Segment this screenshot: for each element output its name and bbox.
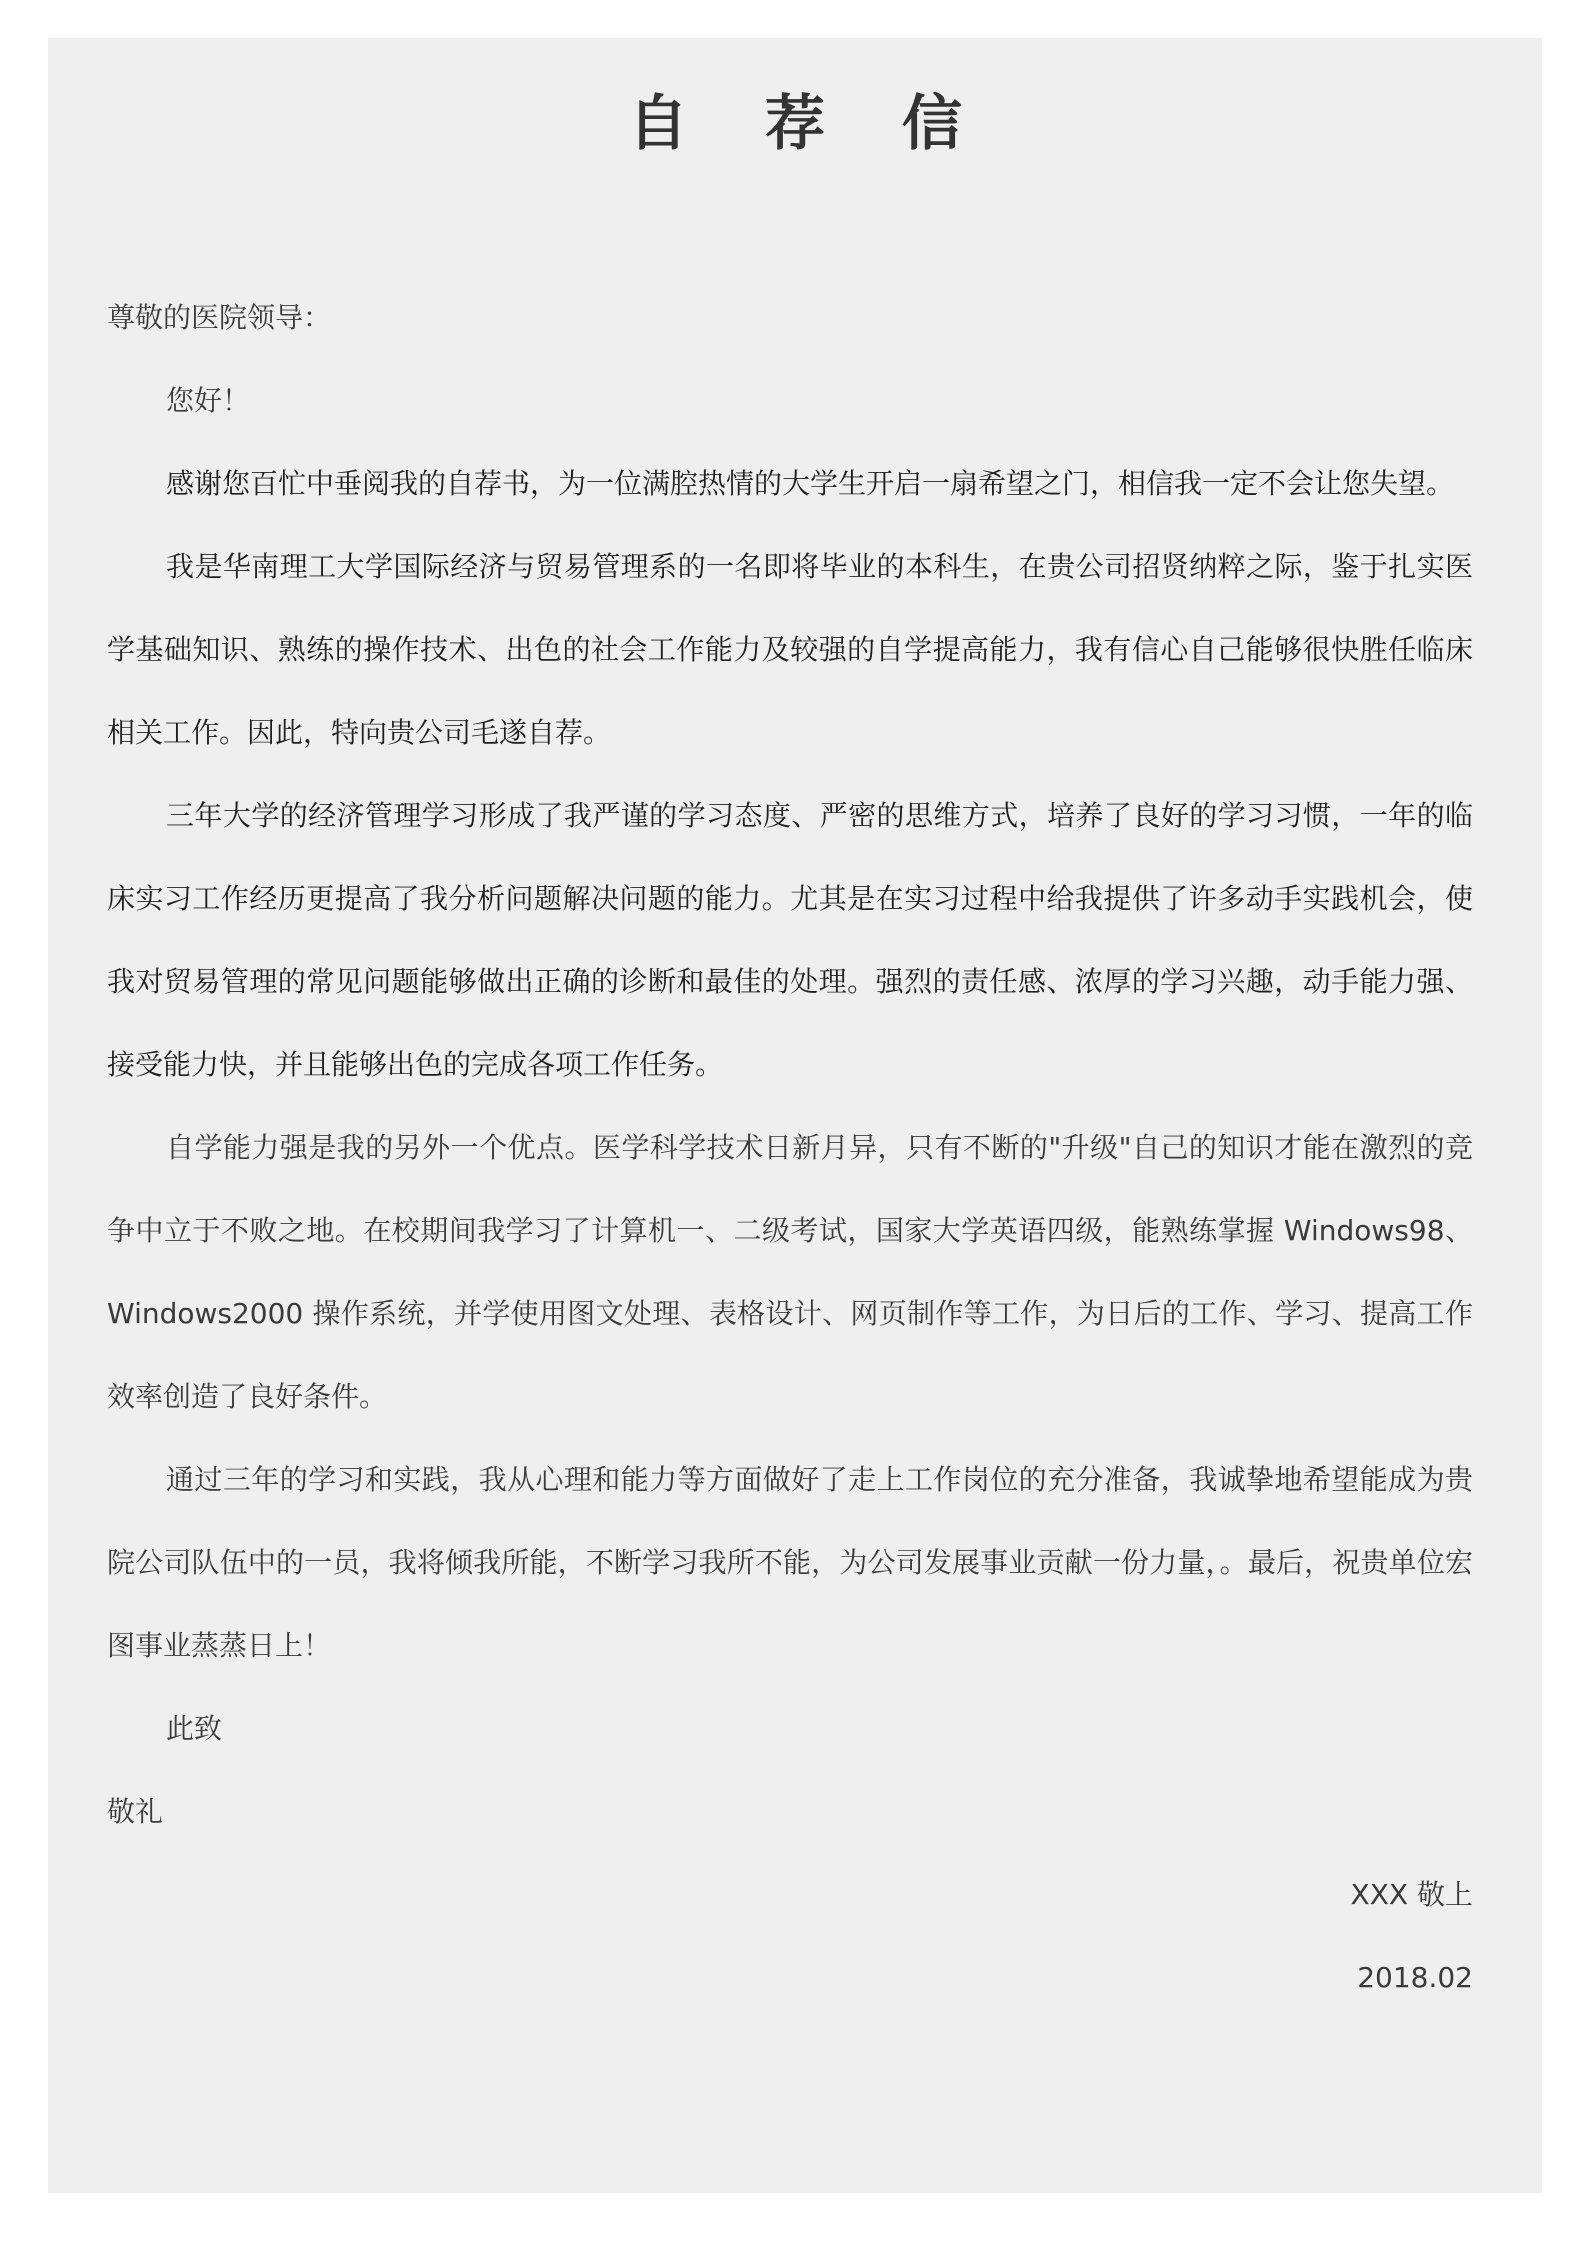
signature: XXX 敬上 [1350, 1878, 1473, 1911]
paragraph: 感谢您百忙中垂阅我的自荐书，为一位满腔热情的大学生开启一扇希望之门，相信我一定不会让您失望。 [166, 467, 1455, 500]
paragraph: 自学能力强是我的另外一个优点。医学科学技术日新月异，只有不断的"升级"自己的知识才能在激烈的竞争中立于不败之地。在校期间我学习了计算机一、二级考试，国家大学英语四级，能熟练掌握 Windows98、Windows2000 操作系统，并学使用图文处理、表格设计、网页制作等工作，为日后的工作、学习、提高工作效率创造了良好条件。 [107, 1131, 1473, 1413]
paragraph: 我是华南理工大学国际经济与贸易管理系的一名即将毕业的本科生，在贵公司招贤纳粹之际，鉴于扎实医学基础知识、熟练的操作技术、出色的社会工作能力及较强的自学提高能力，我有信心自己能够很快胜任临床相关工作。因此，特向贵公司毛遂自荐。 [107, 550, 1473, 749]
paragraph: 通过三年的学习和实践，我从心理和能力等方面做好了走上工作岗位的充分准备，我诚挚地希望能成为贵院公司队伍中的一员，我将倾我所能，不断学习我所不能，为公司发展事业贡献一份力量，。最后，祝贵单位宏图事业蒸蒸日上！ [107, 1463, 1473, 1662]
letter-body [107, 276, 1473, 2019]
closing: 此致 [166, 1712, 223, 1745]
document-page [48, 38, 1542, 2193]
greeting: 您好！ [166, 384, 251, 417]
page-title: 自 荐 信 [628, 89, 990, 159]
date: 2018.02 [1357, 1961, 1473, 1994]
regards: 敬礼 [107, 1795, 164, 1828]
paragraph: 三年大学的经济管理学习形成了我严谨的学习态度、严密的思维方式，培养了良好的学习习惯，一年的临床实习工作经历更提高了我分析问题解决问题的能力。尤其是在实习过程中给我提供了许多动手实践机会，使我对贸易管理的常见问题能够做出正确的诊断和最佳的处理。强烈的责任感、浓厚的学习兴趣，动手能力强、接受能力快，并且能够出色的完成各项工作任务。 [107, 799, 1473, 1081]
salutation: 尊敬的医院领导： [107, 301, 332, 334]
